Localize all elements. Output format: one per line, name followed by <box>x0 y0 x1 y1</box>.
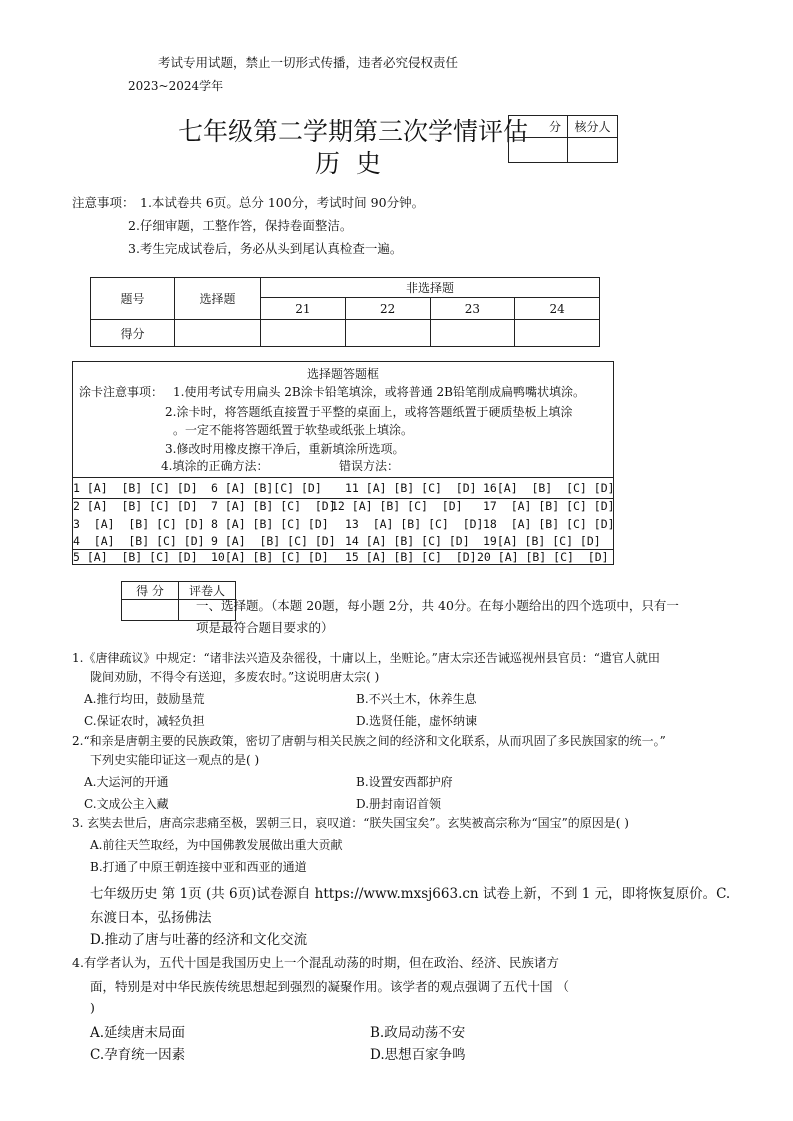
score-cell[interactable] <box>175 320 261 347</box>
wrong-method-label: 错误方法： <box>339 459 400 473</box>
answer-group[interactable]: 10[A] [B] [C] [D] <box>211 550 329 564</box>
score-table-col: 23 <box>430 298 515 320</box>
section-heading: 一、选择题。（本题 20题，每小题 2分，共 40分。在每小题给出的四个选项中，只有一 <box>196 598 679 613</box>
instruction-item: 3.考生完成试卷后，务必从头到尾认真检查一遍。 <box>128 241 403 256</box>
question-4-stem-paren: ) <box>90 1000 95 1015</box>
question-3-option-c-cont[interactable]: 东渡日本，弘扬佛法 <box>90 910 212 926</box>
score-table-col: 21 <box>261 298 346 320</box>
corner-box-checker-cell[interactable] <box>568 138 618 163</box>
corner-box-score-cell[interactable] <box>509 138 568 163</box>
answer-box-note: 3.修改时用橡皮擦干净后，重新填涂所选项。 <box>165 442 405 456</box>
answer-row <box>73 481 613 498</box>
section-score-cell[interactable] <box>122 600 179 621</box>
copyright-notice: 考试专用试题，禁止一切形式传播，违者必究侵权责任 <box>158 55 459 70</box>
answer-box-note: 1.使用考试专用扁头 2B涂卡铅笔填涂，或将普通 2B铅笔削成扁鸭嘴状填涂。 <box>173 385 585 399</box>
question-3-option-d[interactable]: D.推动了唐与吐蕃的经济和文化交流 <box>90 932 308 948</box>
answer-box-note-label: 涂卡注意事项： <box>79 385 164 399</box>
corner-score-box <box>508 115 618 163</box>
question-4-option-b[interactable]: B.政局动荡不安 <box>370 1025 466 1041</box>
answer-group[interactable]: 19[A] [B] [C] [D] <box>483 534 601 548</box>
score-cell[interactable] <box>430 320 515 347</box>
answer-group[interactable]: 13 [A] [B] [C] [D] <box>345 517 484 531</box>
question-1-option-b[interactable]: B.不兴土木，休养生息 <box>356 692 477 706</box>
answer-box-note: 2.涂卡时，将答题纸直接置于平整的桌面上，或将答题纸置于硬质垫板上填涂 <box>165 405 573 419</box>
section-score-label: 得 分 <box>122 582 179 600</box>
answer-group[interactable]: 12 [A] [B] [C] [D] <box>331 499 463 513</box>
question-2-stem-cont: 下列史实能印证这一观点的是( ) <box>90 753 260 767</box>
question-4-option-c[interactable]: C.孕育统一因素 <box>90 1047 186 1063</box>
question-2-option-c[interactable]: C.文成公主入藏 <box>84 797 169 811</box>
score-cell[interactable] <box>345 320 430 347</box>
answer-group[interactable]: 11 [A] [B] [C] [D] <box>345 481 477 495</box>
question-3-stem: 3. 玄奘去世后，唐高宗悲痛至极，罢朝三日，哀叹道：“朕失国宝矣”。玄奘被高宗称为“国宝”的原因是( ) <box>72 816 629 830</box>
score-table-col: 24 <box>515 298 600 320</box>
question-4-option-d[interactable]: D.思想百家争鸣 <box>370 1047 466 1063</box>
question-4-stem: 4.有学者认为，五代十国是我国历史上一个混乱动荡的时期，但在政治、经济、民族诸方 <box>72 955 559 970</box>
question-1-stem: 1.《唐律疏议》中规定：“诸非法兴造及杂徭役，十庸以上，坐赃论。”唐太宗还告诫巡视州县官员：“遣官人就田 <box>72 651 660 665</box>
answer-group[interactable]: 8 [A] [B] [C] [D] <box>211 517 329 531</box>
question-2-option-b[interactable]: B.设置安西都护府 <box>356 775 453 789</box>
question-2-option-a[interactable]: A.大运河的开通 <box>84 775 169 789</box>
answer-group[interactable]: 16[A] [B] [C] [D] <box>483 481 615 495</box>
answer-group[interactable]: 18 [A] [B] [C] [D] <box>483 517 615 531</box>
question-3-option-a[interactable]: A.前往天竺取经，为中国佛教发展做出重大贡献 <box>90 838 343 852</box>
answer-row <box>73 550 613 567</box>
section-heading-cont: 项是最符合题目要求的） <box>196 620 334 635</box>
question-1-stem-cont: 陇间劝励，不得令有送迎，多废农时。”这说明唐太宗( ) <box>90 670 380 684</box>
answer-group[interactable]: 20 [A] [B] [C] [D] <box>477 550 609 564</box>
answer-row <box>73 517 613 534</box>
question-4-option-a[interactable]: A.延续唐末局面 <box>90 1025 186 1041</box>
score-table-header-choice: 选择题 <box>175 278 261 320</box>
answer-group[interactable]: 6 [A] [B][C] [D] <box>211 481 322 495</box>
answer-group[interactable]: 9 [A] [B] [C] [D] <box>211 534 336 548</box>
correct-method-label: 4.填涂的正确方法： <box>161 459 269 473</box>
instructions-label: 注意事项： <box>72 195 135 210</box>
subject-title: 历 史 <box>315 149 385 178</box>
question-1-option-c[interactable]: C.保证农时，减轻负担 <box>84 714 205 728</box>
answer-group[interactable]: 5 [A] [B] [C] [D] <box>73 550 198 564</box>
question-4-stem-cont: 面，特别是对中华民族传统思想起到强烈的凝聚作用。该学者的观点强调了五代十国 （ <box>90 979 569 994</box>
question-1-option-d[interactable]: D.选贤任能，虚怀纳谏 <box>356 714 478 728</box>
question-3-option-b[interactable]: B.打通了中原王朝连接中亚和西亚的通道 <box>90 860 307 874</box>
question-2-option-d[interactable]: D.册封南诏首领 <box>356 797 442 811</box>
instruction-item: 2.仔细审题，工整作答，保持卷面整洁。 <box>128 218 353 233</box>
answer-group[interactable]: 15 [A] [B] [C] [D] <box>345 550 477 564</box>
divider <box>73 477 613 478</box>
answer-group[interactable]: 17 [A] [B] [C] [D] <box>483 499 615 513</box>
score-table-row-defen: 得分 <box>91 320 175 347</box>
answer-box-note: 。一定不能将答题纸置于软垫或纸张上填涂。 <box>173 423 414 437</box>
question-2-stem: 2.“和亲是唐朝主要的民族政策，密切了唐朝与相关民族之间的经济和文化联系，从而巩固了多民族国家的统一。” <box>72 734 666 748</box>
answer-box-title: 选择题答题框 <box>306 367 379 381</box>
score-cell[interactable] <box>515 320 600 347</box>
answer-box <box>72 361 614 565</box>
section-grader-label: 评卷人 <box>179 582 236 600</box>
score-cell[interactable] <box>261 320 346 347</box>
school-year: 2023~2024学年 <box>128 79 224 93</box>
answer-group[interactable]: 1 [A] [B] [C] [D] <box>73 481 198 495</box>
answer-group[interactable]: 7 [A] [B] [C] [D] <box>211 499 336 513</box>
corner-box-checker-label: 核分人 <box>568 116 618 138</box>
page-footer: 七年级历史 第 1页 (共 6页)试卷源自 https://www.mxsj663.cn 试卷上新，不到 1 元，即将恢复原价。C. <box>90 886 731 902</box>
score-table-header-nonchoice: 非选择题 <box>261 278 600 298</box>
score-table <box>90 277 600 347</box>
question-1-option-a[interactable]: A.推行均田，鼓励垦荒 <box>84 692 205 706</box>
score-table-col: 22 <box>345 298 430 320</box>
answer-group[interactable]: 4 [A] [B] [C] [D] <box>73 534 205 548</box>
answer-group[interactable]: 2 [A] [B] [C] [D] <box>73 499 198 513</box>
exam-title: 七年级第二学期第三次学情评估 <box>178 117 529 146</box>
answer-row <box>73 499 613 516</box>
corner-box-score-label: 分 <box>509 116 568 138</box>
instruction-item: 1.本试卷共 6页。总分 100分，考试时间 90分钟。 <box>140 195 425 210</box>
score-table-header-tihao: 题号 <box>91 278 175 320</box>
answer-group[interactable]: 14 [A] [B] [C] [D] <box>345 534 470 548</box>
answer-group[interactable]: 3 [A] [B] [C] [D] <box>73 517 205 531</box>
